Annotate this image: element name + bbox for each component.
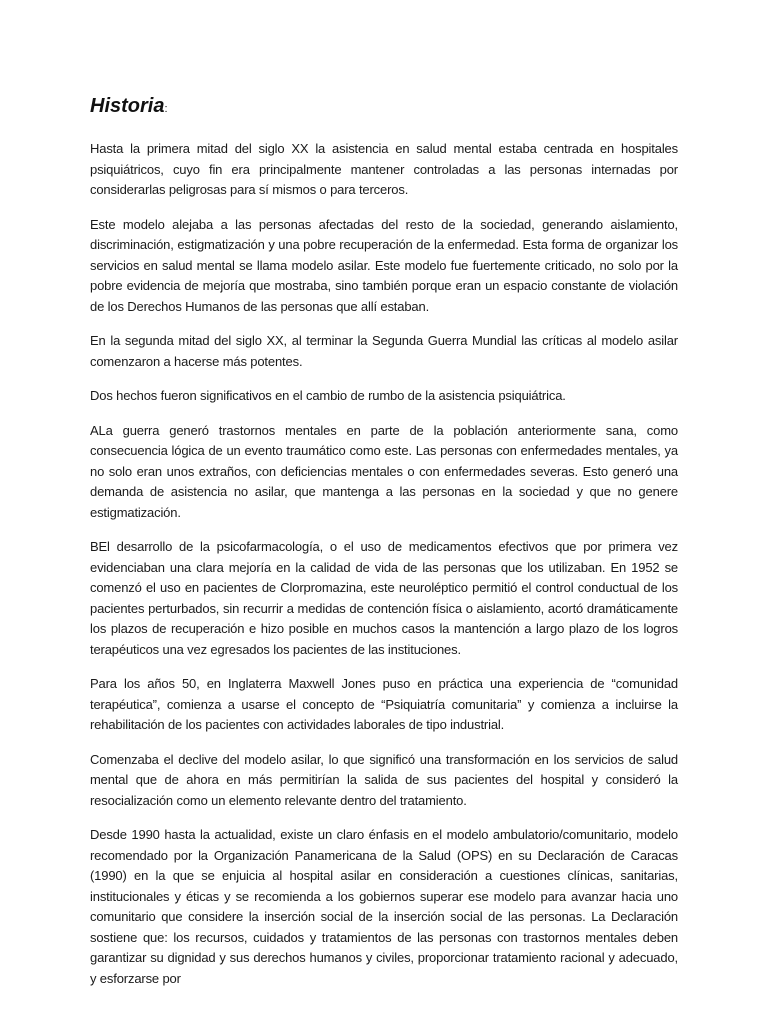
paragraph-9: Desde 1990 hasta la actualidad, existe un claro énfasis en el modelo ambulatorio/comunitario, modelo recomendado por la Organización Panamericana de la Salud (OPS) en su Declaración de Caracas (1990) en la que se enjuicia al hospital asilar en consideración a cuestiones clínicas, sanitarias, institucionales y éticas y se recomienda a los gobiernos superar ese modelo para avanzar hacia uno comunitario que considere la inserción social de la inserción social de las personas. La Declaración sostiene que: los recursos, cuidados y tratamientos de las personas con trastornos mentales deben garantizar su dignidad y sus derechos humanos y civiles, proporcionar tratamiento racional y adecuado, y esforzarse por [90, 827, 678, 986]
paragraph-7: Para los años 50, en Inglaterra Maxwell Jones puso en práctica una experiencia de “comunidad terapéutica”, comienza a usarse el concepto de “Psiquiatría comunitaria” y comienza a incluirse la rehabilitación de los pacientes con actividades laborales de tipo industrial. [90, 676, 678, 732]
paragraph-8: Comenzaba el declive del modelo asilar, lo que significó una transformación en los servicios de salud mental que de ahora en más permitirían la salida de sus pacientes del hospital y consideró la resocialización como un elemento relevante dentro del tratamiento. [90, 751, 678, 808]
paragraph-4: Dos hechos fueron significativos en el cambio de rumbo de la asistencia psiquiátrica. [90, 388, 566, 403]
document-page [90, 92, 678, 1003]
paragraph-6: BEl desarrollo de la psicofarmacología, o el uso de medicamentos efectivos que por primera vez evidenciaban una clara mejoría en la calidad de vida de las personas que los utilizaban. En 1952 se comenzó el uso en pacientes de Clorpromazina, este neuroléptico permitió el control conductual de los pacientes perturbados, sin recurrir a medidas de contención física o aislamiento, acortó dramáticamente los plazos de recuperación e hizo posible en muchos casos la mantención a largo plazo de los logros terapéuticos una vez egresados los pacientes de las instituciones. [90, 539, 678, 657]
paragraph-3: En la segunda mitad del siglo XX, al terminar la Segunda Guerra Mundial las críticas al modelo asilar comenzaron a hacerse más potentes. [90, 333, 678, 369]
heading-colon: : [164, 103, 168, 115]
heading-text: Historia [90, 95, 165, 117]
paragraph-2: Este modelo alejaba a las personas afectadas del resto de la sociedad, generando aislamiento, discriminación, estigmatización y una pobre recuperación de la enfermedad. Esta forma de organizar los servicios en salud mental se llama modelo asilar. Este modelo fue fuertemente criticado, no solo por la pobre evidencia de mejoría que mostraba, sino también porque eran un espacio constante de violación de los Derechos Humanos de las personas que allí estaban. [90, 216, 678, 314]
section-heading [90, 92, 678, 123]
paragraph-5: ALa guerra generó trastornos mentales en parte de la población anteriormente sana, como consecuencia lógica de un evento traumático como este. Las personas con enfermedades mentales, ya no solo eran unos extraños, con deficiencias mentales o con enfermedades severas. Esto generó una demanda de asistencia no asilar, que mantenga a las personas en la sociedad y que no genere estigmatización. [90, 422, 678, 520]
paragraph-1: Hasta la primera mitad del siglo XX la asistencia en salud mental estaba centrada en hospitales psiquiátricos, cuyo fin era principalmente mantener controladas a las personas internadas por considerarlas peligrosas para sí mismos o para terceros. [90, 141, 678, 197]
